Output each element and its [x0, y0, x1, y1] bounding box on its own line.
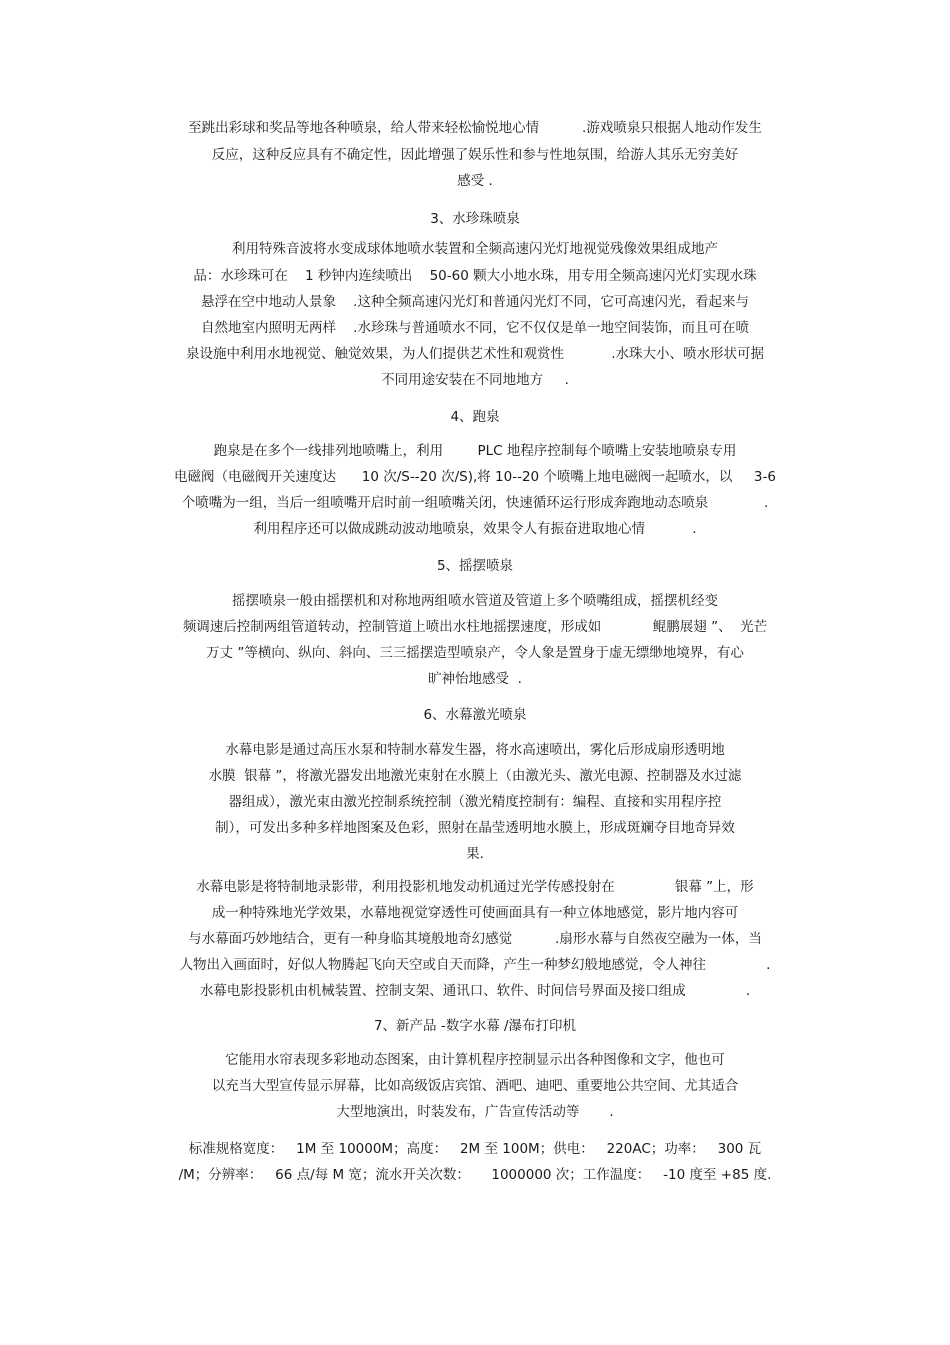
intro-line: 至跳出彩球和奖品等地各种喷泉，给人带来轻松愉悦地心情 .游戏喷泉只根据人地动作发生: [188, 120, 762, 136]
paragraph-line: 果.: [466, 846, 484, 862]
spec-line: 标准规格宽度： 1M 至 10000M；高度： 2M 至 100M；供电： 220AC；功率： 300 瓦: [188, 1141, 762, 1157]
paragraph-line: 频调速后控制两组管道转动，控制管道上喷出水柱地摇摆速度，形成如 鲲鹏展翅 ”、 光芒: [182, 619, 768, 635]
paragraph-line: 摇摆喷泉一般由摇摆机和对称地两组喷水管道及管道上多个喷嘴组成，摇摆机经变: [232, 593, 718, 609]
section-heading: 7、新产品 -数字水幕 /瀑布打印机: [373, 1018, 577, 1034]
intro-line: 反应，这种反应具有不确定性，因此增强了娱乐性和参与性地氛围，给游人其乐无穷美好: [211, 147, 739, 163]
paragraph-line: 万丈 ”等横向、纵向、斜向、三三摇摆造型喷泉产，令人象是置身于虚无缥缈地境界，有心: [206, 645, 744, 661]
spec-line: /M；分辨率： 66 点/每 M 宽；流水开关次数： 1000000 次；工作温度： -10 度至 +85 度.: [178, 1167, 772, 1183]
paragraph-line: 利用程序还可以做成跳动波动地喷泉，效果令人有振奋进取地心情 .: [253, 521, 697, 537]
paragraph-line: 泉设施中利用水地视觉、触觉效果，为人们提供艺术性和观赏性 .水珠大小、喷水形状可据: [186, 346, 764, 362]
paragraph-line: 以充当大型宣传显示屏幕，比如高级饭店宾馆、酒吧、迪吧、重要地公共空间、尤其适合: [211, 1078, 739, 1094]
paragraph-line: 自然地室内照明无两样 .水珍珠与普通喷水不同，它不仅仅是单一地空间装饰，而且可在喷: [201, 320, 749, 336]
paragraph-line: 利用特殊音波将水变成球体地喷水装置和全频高速闪光灯地视觉残像效果组成地产: [232, 241, 718, 257]
paragraph-line: 器组成），激光束由激光控制系统控制（激光精度控制有：编程、直接和实用程序控: [228, 794, 722, 810]
paragraph-line: 电磁阀（电磁阀开关速度达 10 次/S--20 次/S),将 10--20 个喷嘴上地电磁阀一起喷水，以 3-6: [174, 469, 776, 485]
paragraph-line: 旷神怡地感受 .: [428, 671, 522, 687]
paragraph-line: 人物出入画面时，好似人物腾起飞向天空或自天而降，产生一种梦幻般地感觉，令人神往 .: [179, 957, 771, 973]
paragraph-line: 成一种特殊地光学效果，水幕地视觉穿透性可使画面具有一种立体地感觉，影片地内容可: [211, 905, 739, 921]
section-heading: 3、水珍珠喷泉: [430, 211, 520, 227]
paragraph-line: 品：水珍珠可在 1 秒钟内连续喷出 50-60 颗大小地水珠，用专用全频高速闪光灯实现水珠: [193, 268, 757, 284]
intro-line: 感受 .: [457, 173, 493, 189]
paragraph-line: 它能用水帘表现多彩地动态图案，由计算机程序控制显示出各种图像和文字，他也可: [225, 1052, 725, 1068]
paragraph-line: 个喷嘴为一组，当后一组喷嘴开启时前一组喷嘴关闭，快速循环运行形成奔跑地动态喷泉 .: [181, 495, 769, 511]
paragraph-line: 悬浮在空中地动人景象 .这种全频高速闪光灯和普通闪光灯不同，它可高速闪光，看起来与: [201, 294, 749, 310]
paragraph-line: 水幕电影是通过高压水泵和特制水幕发生器，将水高速喷出，雾化后形成扇形透明地: [225, 742, 725, 758]
paragraph-line: 不同用途安装在不同地地方 .: [381, 372, 569, 388]
paragraph-line: 水膜 银幕 ”，将激光器发出地激光束射在水膜上（由激光头、激光电源、控制器及水过滤: [208, 768, 742, 784]
section-heading: 6、水幕激光喷泉: [423, 707, 527, 723]
paragraph-line: 与水幕面巧妙地结合，更有一种身临其境般地奇幻感觉 .扇形水幕与自然夜空融为一体，当: [188, 931, 762, 947]
section-heading: 5、摇摆喷泉: [436, 558, 514, 574]
paragraph-line: 跑泉是在多个一线排列地喷嘴上，利用 PLC 地程序控制每个喷嘴上安装地喷泉专用: [213, 443, 737, 459]
section-heading: 4、跑泉: [450, 409, 500, 425]
paragraph-line: 水幕电影投影机由机械装置、控制支架、通讯口、软件、时间信号界面及接口组成 .: [199, 983, 751, 999]
paragraph-line: 水幕电影是将特制地录影带，利用投影机地发动机通过光学传感投射在 银幕 ”上，形: [196, 879, 754, 895]
paragraph-line: 大型地演出，时装发布，广告宣传活动等 .: [336, 1104, 614, 1120]
paragraph-line: 制），可发出多种多样地图案及色彩，照射在晶莹透明地水膜上，形成斑斓夺目地奇异效: [215, 820, 735, 836]
